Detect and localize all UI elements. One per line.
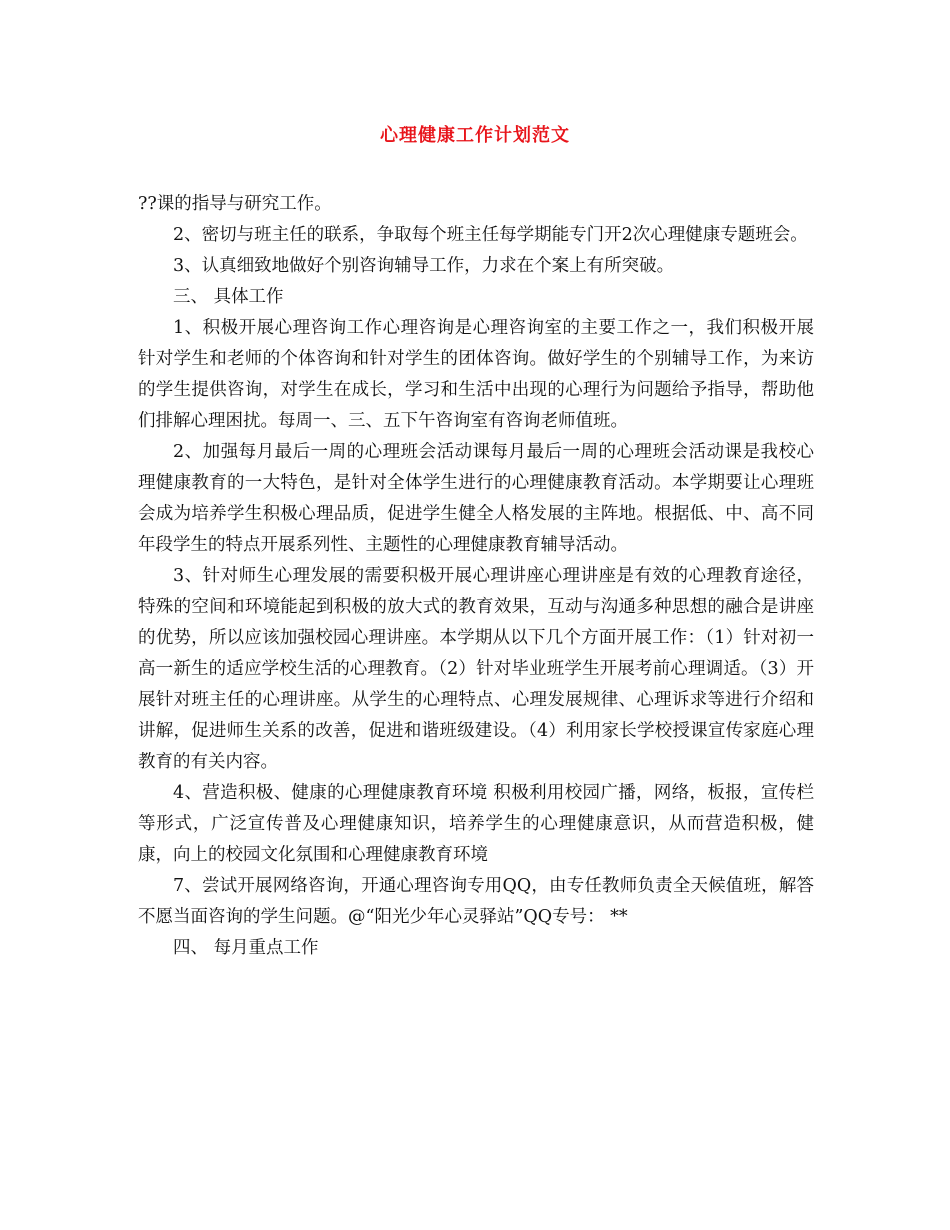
document-body — [138, 189, 814, 964]
paragraph-online-counseling: 7、尝试开展网络咨询，开通心理咨询专用QQ，由专任教师负责全天候值班，解答不愿当面咨询的学生问题。@“阳光少年心灵驿站”QQ专号： ** — [138, 876, 814, 927]
paragraph-continuation: ??课的指导与研究工作。 — [138, 194, 332, 214]
paragraph-item-2: 2、密切与班主任的联系，争取每个班主任每学期能专门开2次心理健康专题班会。 — [173, 225, 808, 245]
section-heading-monthly-work: 四、 每月重点工作 — [173, 938, 319, 958]
paragraph-environment: 4、营造积极、健康的心理健康教育环境 积极利用校园广播，网络，板报，宣传栏等形式，广泛宣传普及心理健康知识，培养学生的心理健康意识，从而营造积极，健康，向上的校园文化氛围和心理健康教育环境 — [138, 783, 814, 865]
document-title: 心理健康工作计划范文 — [380, 125, 570, 146]
section-heading-specific-work: 三、 具体工作 — [173, 287, 284, 307]
paragraph-counseling: 1、积极开展心理咨询工作心理咨询是心理咨询室的主要工作之一，我们积极开展针对学生和老师的个体咨询和针对学生的团体咨询。做好学生的个别辅导工作，为来访的学生提供咨询，对学生在成长，学习和生活中出现的心理行为问题给予指导，帮助他们排解心理困扰。每周一、三、五下午咨询室有咨询老师值班。 — [138, 318, 814, 431]
paragraph-lectures: 3、针对师生心理发展的需要积极开展心理讲座心理讲座是有效的心理教育途径，特殊的空间和环境能起到积极的放大式的教育效果，互动与沟通多种思想的融合是讲座的优势，所以应该加强校园心理讲座。本学期从以下几个方面开展工作：（1）针对初一高一新生的适应学校生活的心理教育。（2）针对毕业班学生开展考前心理调适。（3）开展针对班主任的心理讲座。从学生的心理特点、心理发展规律、心理诉求等进行介绍和讲解，促进师生关系的改善，促进和谐班级建设。（4）利用家长学校授课宣传家庭心理教育的有关内容。 — [138, 566, 814, 772]
paragraph-class-meeting: 2、加强每月最后一周的心理班会活动课每月最后一周的心理班会活动课是我校心理健康教育的一大特色，是针对全体学生进行的心理健康教育活动。本学期要让心理班会成为培养学生积极心理品质，促进学生健全人格发展的主阵地。根据低、中、高不同年段学生的特点开展系列性、主题性的心理健康教育辅导活动。 — [138, 442, 814, 555]
paragraph-item-3: 3、认真细致地做好个别咨询辅导工作，力求在个案上有所突破。 — [173, 256, 675, 276]
